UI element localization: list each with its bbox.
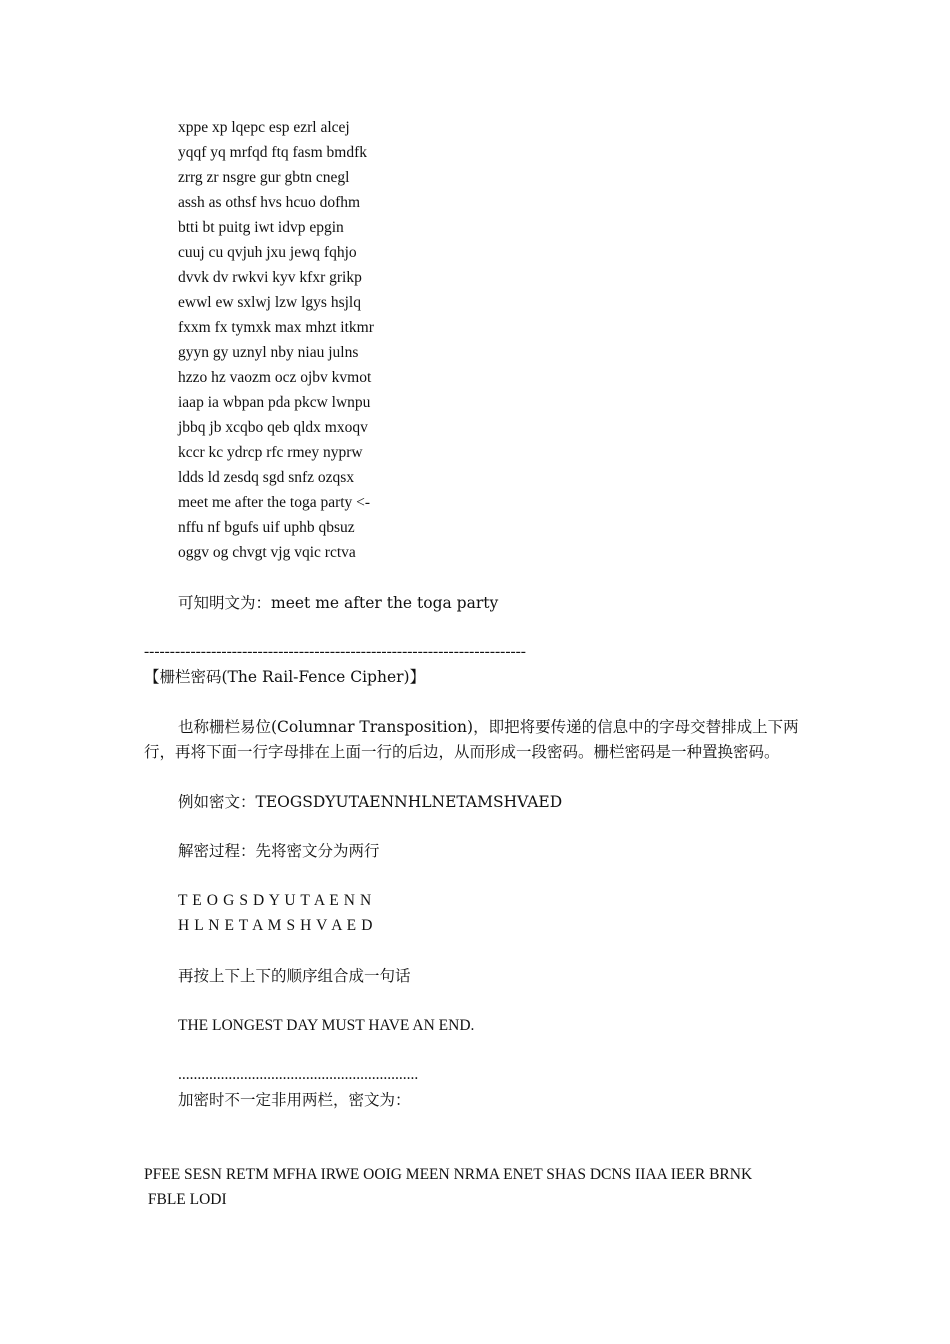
shift-row: dvvk dv rwkvi kyv kfxr grikp (178, 269, 362, 286)
ciphertext-line-1: PFEE SESN RETM MFHA IRWE OOIG MEEN NRMA ENET SHAS DCNS IIAA IEER BRNK (144, 1166, 753, 1183)
shift-row: zrrg zr nsgre gur gbtn cnegl (178, 169, 350, 186)
section-separator: -------------------------------------------------------------------------- (144, 643, 526, 660)
multi-rail-note: 加密时不一定非用两栏，密文为： (178, 1091, 411, 1109)
shift-row: iaap ia wbpan pda pkcw lwnpu (178, 394, 371, 411)
combine-step: 再按上下上下的顺序组合成一句话 (178, 967, 411, 985)
shift-row: jbbq jb xcqbo qeb qldx mxoqv (178, 419, 368, 436)
cipher-row-1: T E O G S D Y U T A E N N (178, 892, 372, 909)
rail-fence-heading: 【栅栏密码(The Rail-Fence Cipher)】 (144, 668, 426, 686)
shift-row: xppe xp lqepc esp ezrl alcej (178, 119, 350, 136)
shift-row: ewwl ew sxlwj lzw lgys hsjlq (178, 294, 361, 311)
decrypt-step: 解密过程：先将密文分为两行 (178, 842, 380, 860)
shift-row-highlighted: meet me after the toga party <- (178, 494, 371, 511)
shift-row: assh as othsf hvs hcuo dofhm (178, 194, 361, 211)
shift-row: oggv og chvgt vjg vqic rctva (178, 544, 356, 561)
cipher-row-2: H L N E T A M S H V A E D (178, 917, 374, 934)
shift-row: btti bt puitg iwt idvp epgin (178, 219, 344, 236)
description-line-2: 行，再将下面一行字母排在上面一行的后边，从而形成一段密码。栅栏密码是一种置换密码。 (144, 743, 780, 761)
decrypted-result: THE LONGEST DAY MUST HAVE AN END. (178, 1017, 475, 1034)
shift-row: nffu nf bgufs uif uphb qbsuz (178, 519, 355, 536)
shift-row: gyyn gy uznyl nby niau julns (178, 344, 359, 361)
ciphertext-line-2: FBLE LODI (144, 1191, 227, 1208)
example-ciphertext: 例如密文：TEOGSDYUTAENNHLNETAMSHVAED (178, 793, 563, 811)
dotted-divider: .............................................................. (178, 1066, 419, 1083)
shift-row: yqqf yq mrfqd ftq fasm bmdfk (178, 144, 367, 161)
shift-row: cuuj cu qvjuh jxu jewq fqhjo (178, 244, 357, 261)
description-line-1: 也称栅栏易位(Columnar Transposition)，即把将要传递的信息中的字母交替排成上下两 (178, 718, 799, 736)
shift-row: ldds ld zesdq sgd snfz ozqsx (178, 469, 355, 486)
plaintext-conclusion: 可知明文为：meet me after the toga party (178, 594, 499, 612)
shift-row: fxxm fx tymxk max mhzt itkmr (178, 319, 374, 336)
shift-row: hzzo hz vaozm ocz ojbv kvmot (178, 369, 372, 386)
shift-row: kccr kc ydrcp rfc rmey nyprw (178, 444, 363, 461)
